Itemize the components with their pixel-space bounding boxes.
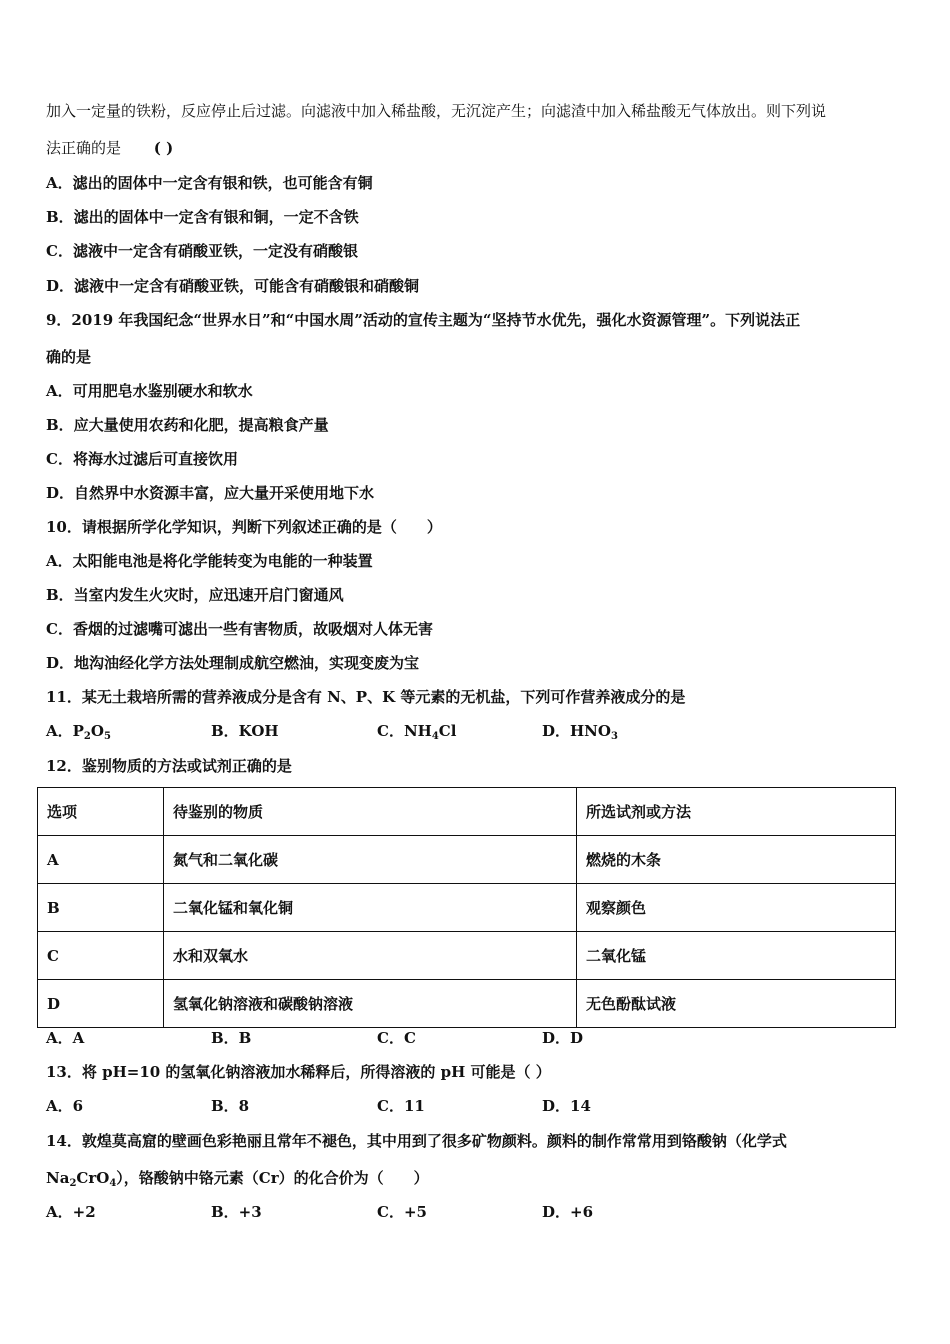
table-row (38, 836, 896, 884)
q10-option-c: C．香烟的过滤嘴可滤出一些有害物质，故吸烟对人体无害 (46, 620, 433, 638)
table-cell: 二氧化锰和氧化铜 (164, 884, 577, 932)
table-cell: 无色酚酞试液 (577, 980, 896, 1028)
q8-option-a: A．滤出的固体中一定含有银和铁，也可能含有铜 (46, 174, 373, 192)
q8-stem-line2 (46, 138, 173, 158)
q14-stem-line1: 14．敦煌莫高窟的壁画色彩艳丽且常年不褪色，其中用到了很多矿物颜料。颜料的制作常常用到铬酸钠（化学式 (46, 1132, 787, 1150)
q10-option-a: A．太阳能电池是将化学能转变为电能的一种装置 (46, 552, 373, 570)
table-header-cell: 所选试剂或方法 (577, 788, 896, 836)
q11-option-c: C．$NH_4Cl$ (377, 722, 457, 742)
q12-option-c: C．C (377, 1029, 416, 1047)
q8-option-d: D．滤液中一定含有硝酸亚铁，可能含有硝酸银和硝酸铜 (46, 277, 420, 295)
q9-option-d: D．自然界中水资源丰富，应大量开采使用地下水 (46, 484, 375, 502)
table-cell: 氮气和二氧化碳 (164, 836, 577, 884)
table-header-row (38, 788, 896, 836)
q10-option-d: D．地沟油经化学方法处理制成航空燃油，实现变废为宝 (46, 654, 420, 672)
table-row (38, 980, 896, 1028)
q11-option-b: B．KOH (211, 722, 279, 740)
q8-stem-line1: 加入一定量的铁粉，反应停止后过滤。向滤液中加入稀盐酸，无沉淀产生；向滤渣中加入稀盐酸无气体放出。则下列说 (46, 102, 827, 120)
q12-table (37, 787, 896, 1028)
q9-stem-line2: 确的是 (46, 348, 92, 366)
table-cell: D (38, 980, 164, 1028)
table-cell: 二氧化锰 (577, 932, 896, 980)
q14-option-b: B．+3 (211, 1203, 262, 1221)
q10-option-b: B．当室内发生火灾时，应迅速开启门窗通风 (46, 586, 344, 604)
q14-stem-line2: $Na_2CrO_4$），铬酸钠中铬元素（Cr）的化合价为（ ） (46, 1169, 429, 1189)
q8-stem-text: 法正确的是 (46, 139, 122, 157)
q13-option-c: C．11 (377, 1097, 425, 1115)
table-cell: 观察颜色 (577, 884, 896, 932)
q13-stem: 13．将 pH=10 的氢氧化钠溶液加水稀释后，所得溶液的 pH 可能是（ ） (46, 1063, 551, 1081)
q12-option-a: A．A (46, 1029, 85, 1047)
q9-option-a: A．可用肥皂水鉴别硬水和软水 (46, 382, 253, 400)
q8-option-c: C．滤液中一定含有硝酸亚铁，一定没有硝酸银 (46, 242, 358, 260)
table-row (38, 884, 896, 932)
q8-answer-blank: ( ) (153, 139, 174, 157)
table-cell: 水和双氧水 (164, 932, 577, 980)
q9-option-b: B．应大量使用农药和化肥，提高粮食产量 (46, 416, 329, 434)
q9-option-c: C．将海水过滤后可直接饮用 (46, 450, 238, 468)
table-cell: C (38, 932, 164, 980)
table-cell: A (38, 836, 164, 884)
q11-stem: 11．某无土栽培所需的营养液成分是含有 N、P、K 等元素的无机盐，下列可作营养液成分的是 (46, 688, 686, 706)
q8-option-b: B．滤出的固体中一定含有银和铜，一定不含铁 (46, 208, 359, 226)
q14-option-d: D．+6 (542, 1203, 594, 1221)
q12-option-b: B．B (211, 1029, 252, 1047)
q14-option-a: A．+2 (46, 1203, 96, 1221)
q10-stem: 10．请根据所学化学知识，判断下列叙述正确的是（ ） (46, 518, 442, 536)
table-cell: 燃烧的木条 (577, 836, 896, 884)
q11-option-a: A．$P_2O_5$ (46, 722, 111, 742)
table-cell: B (38, 884, 164, 932)
q13-option-d: D．14 (542, 1097, 591, 1115)
q13-option-a: A．6 (46, 1097, 84, 1115)
q11-option-d: D．$HNO_3$ (542, 722, 618, 742)
table-row (38, 932, 896, 980)
table-header-cell: 选项 (38, 788, 164, 836)
q13-option-b: B．8 (211, 1097, 250, 1115)
q12-option-d: D．D (542, 1029, 584, 1047)
table-header-cell: 待鉴别的物质 (164, 788, 577, 836)
q9-stem-line1: 9．2019 年我国纪念“世界水日”和“中国水周”活动的宣传主题为“坚持节水优先，强化水资源管理”。下列说法正 (46, 311, 801, 329)
q14-option-c: C．+5 (377, 1203, 427, 1221)
table-cell: 氢氧化钠溶液和碳酸钠溶液 (164, 980, 577, 1028)
q12-stem: 12．鉴别物质的方法或试剂正确的是 (46, 757, 292, 775)
